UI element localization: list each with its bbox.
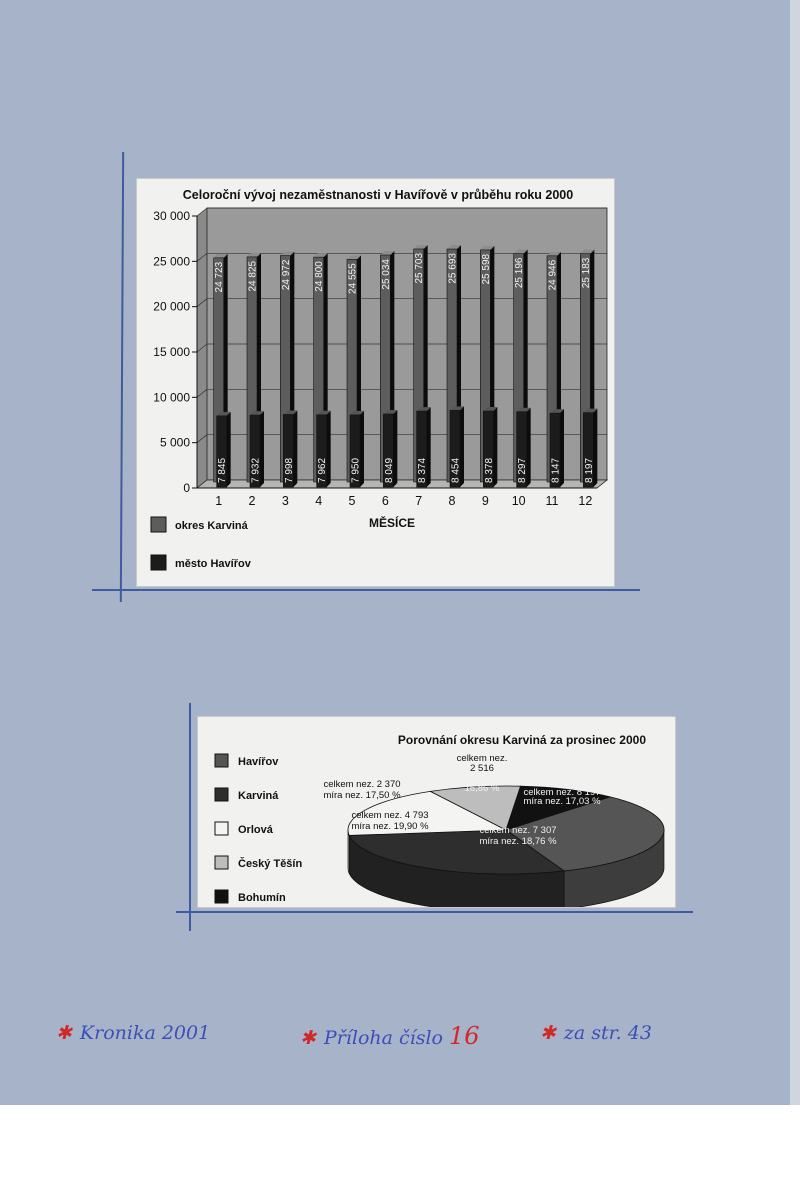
pie-label-cesky-tesin: míra nez. 17,50 % [323, 790, 401, 801]
page-ref-text: za str. 43 [563, 1022, 652, 1044]
legend-label-mesto-havirov: město Havířov [175, 558, 251, 570]
legend-swatch-bohumin [215, 890, 228, 903]
bar-chart-title: Celoroční vývoj nezaměstnanosti v Havířově v průběhu roku 2000 [182, 188, 574, 202]
bar-mesto-havirov-2 [250, 411, 264, 487]
pie-label-havirov: celkem nez. 8 197 [523, 787, 601, 798]
data-label-mesto-havirov: 8 049 [383, 457, 395, 483]
legend-label-karvina: Karviná [238, 790, 279, 802]
data-label-mesto-havirov: 7 845 [217, 457, 229, 483]
data-label-okres-karvina: 25 034 [380, 259, 392, 290]
pie-label-karvina: celkem nez. 7 307 [479, 825, 557, 836]
bar-chart-clipping [137, 179, 614, 586]
data-label-mesto-havirov: 8 297 [517, 457, 529, 483]
data-label-mesto-havirov: 7 950 [350, 457, 362, 483]
data-label-okres-karvina: 25 693 [447, 253, 459, 284]
y-tick-label: 20 000 [153, 299, 190, 314]
handwritten-attachment [300, 1022, 480, 1050]
pie-label-bohumin: 2 516 [470, 763, 494, 774]
x-tick-label: 8 [448, 494, 456, 508]
legend-label-bohumin: Bohumín [238, 892, 286, 904]
y-tick-label: 15 000 [153, 345, 190, 359]
attachment-prefix: Příloha číslo [323, 1027, 443, 1049]
bar-legend [151, 517, 252, 570]
data-label-mesto-havirov: 8 374 [417, 457, 429, 483]
bar-mesto-havirov-10 [517, 408, 531, 487]
data-label-okres-karvina: 25 703 [414, 252, 426, 284]
legend-label-havirov: Havířov [238, 756, 279, 768]
y-tick-label: 30 000 [153, 209, 190, 223]
bar-mesto-havirov-8 [450, 406, 464, 487]
bar-chart [137, 179, 614, 586]
x-tick-label: 9 [481, 494, 489, 508]
data-label-okres-karvina: 25 196 [514, 257, 526, 289]
legend-swatch-okres-karvina [151, 517, 166, 532]
legend-label-okres-karvina: okres Karviná [175, 520, 248, 532]
data-label-mesto-havirov: 8 378 [483, 457, 495, 483]
legend-swatch-karvina [215, 788, 228, 801]
pie-label-bohumin: 16,86 % [464, 783, 500, 794]
pie-label-havirov: míra nez. 17,03 % [523, 796, 601, 807]
pie-chart-title: Porovnání okresu Karviná za prosinec 2000 [397, 733, 646, 747]
x-tick-label: 5 [348, 494, 356, 508]
x-tick-label: 11 [545, 494, 559, 508]
x-tick-label: 12 [578, 494, 593, 508]
star-mark: ✱ [300, 1027, 316, 1049]
pie-side-orlova [348, 830, 349, 873]
bar-mesto-havirov-3 [283, 410, 297, 487]
guide-line-v2 [189, 703, 191, 931]
y-tick-label: 10 000 [153, 390, 190, 405]
legend-swatch-mesto-havirov [151, 555, 166, 570]
bar-mesto-havirov-4 [317, 411, 331, 487]
bar-mesto-havirov-11 [550, 409, 564, 487]
data-label-okres-karvina: 24 946 [547, 259, 559, 291]
data-label-okres-karvina: 24 800 [314, 261, 326, 292]
legend-swatch-havirov [215, 754, 228, 767]
legend-label-orlova: Orlová [238, 824, 273, 836]
pie-chart [198, 717, 675, 907]
data-label-okres-karvina: 24 972 [280, 259, 292, 291]
bar-mesto-havirov-9 [483, 407, 497, 487]
x-tick-label: 6 [381, 494, 389, 508]
pie-label-bohumin: míra nez. [462, 773, 502, 784]
data-label-mesto-havirov: 7 962 [317, 457, 329, 483]
legend-label-cesky-tesin: Český Těšín [238, 858, 303, 870]
x-axis-label: MĚSÍCE [368, 516, 416, 530]
handwritten-page-ref [540, 1022, 652, 1044]
bar-mesto-havirov-7 [417, 407, 431, 487]
x-tick-label: 10 [511, 494, 526, 508]
y-tick-label: 0 [183, 481, 190, 495]
data-label-okres-karvina: 24 825 [247, 260, 259, 292]
star-mark: ✱ [540, 1022, 556, 1044]
pie-label-cesky-tesin: celkem nez. 2 370 [323, 779, 401, 790]
chronicle-text: Kronika 2001 [79, 1022, 211, 1044]
x-tick-label: 1 [215, 494, 223, 508]
data-label-mesto-havirov: 7 998 [283, 457, 295, 483]
pie-label-bohumin: celkem nez. [456, 753, 508, 764]
attachment-number: 16 [449, 1022, 480, 1050]
pie-chart-clipping [198, 717, 675, 907]
bar-mesto-havirov-5 [350, 411, 364, 487]
guide-line-h2 [176, 911, 693, 913]
x-tick-label: 2 [248, 494, 256, 508]
paper-edge [790, 0, 800, 1105]
x-tick-label: 3 [281, 494, 289, 508]
guide-line-h1 [92, 589, 640, 591]
y-tick-label: 5 000 [159, 435, 190, 450]
data-label-mesto-havirov: 8 197 [583, 457, 595, 483]
pie-label-karvina: míra nez. 18,76 % [479, 836, 557, 847]
y-tick-label: 25 000 [153, 254, 190, 269]
data-label-mesto-havirov: 7 932 [250, 457, 262, 483]
x-tick-label: 4 [315, 494, 323, 508]
bar-mesto-havirov-1 [217, 412, 231, 487]
bar-mesto-havirov-6 [383, 410, 397, 487]
handwritten-chronicle [56, 1022, 210, 1044]
pie-label-orlova: celkem nez. 4 793 [351, 810, 429, 821]
data-label-mesto-havirov: 8 147 [550, 457, 562, 483]
legend-swatch-cesky-tesin [215, 856, 228, 869]
data-label-okres-karvina: 24 723 [214, 261, 226, 293]
star-mark: ✱ [56, 1022, 72, 1044]
x-tick-label: 7 [415, 494, 423, 508]
pie-label-orlova: míra nez. 19,90 % [351, 821, 429, 832]
data-label-okres-karvina: 25 183 [580, 257, 592, 289]
data-label-okres-karvina: 25 598 [480, 253, 492, 285]
data-label-okres-karvina: 24 555 [347, 263, 359, 294]
bar-mesto-havirov-12 [583, 409, 597, 487]
legend-swatch-orlova [215, 822, 228, 835]
data-label-mesto-havirov: 8 454 [450, 457, 462, 483]
